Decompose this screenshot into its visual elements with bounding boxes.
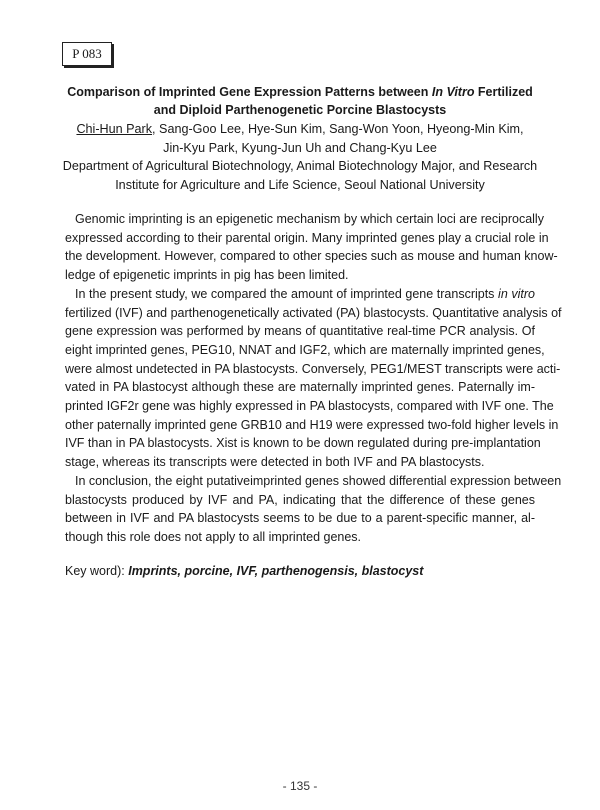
body-line: In conclusion, the eight putativeimprinted genes showed differential expression between xyxy=(75,473,562,488)
abstract-code: P 083 xyxy=(72,46,102,61)
author-list xyxy=(60,120,540,157)
body-line xyxy=(65,285,535,304)
body-line: gene expression was performed by means of quantitative real-time PCR analysis. Of xyxy=(65,324,535,339)
body-italic: in vitro xyxy=(498,286,535,301)
body-line: Genomic imprinting is an epigenetic mechanism by which certain loci are reciprocally xyxy=(75,212,544,226)
author-line-2: Jin-Kyu Park, Kyung-Jun Uh and Chang-Kyu Lee xyxy=(163,140,437,155)
author-line-1 xyxy=(60,120,540,139)
keywords-label: Key word): xyxy=(65,564,129,578)
body-text: In the present study, we compared the amount of imprinted gene transcripts xyxy=(75,286,499,301)
body-line: vated in PA blastocyst although these are maternally imprinted genes. Paternally im- xyxy=(65,380,535,395)
body-line: stage, whereas its transcripts were detected in both IVF and PA blastocysts. xyxy=(65,455,485,470)
body-line: the development. However, compared to other species such as mouse and human know- xyxy=(65,249,558,264)
body-line: blastocysts produced by IVF and PA, indicating that the difference of these genes xyxy=(65,492,535,507)
abstract-body xyxy=(65,210,562,547)
page-number: - 135 - xyxy=(282,779,318,793)
presenting-author: Chi-Hun Park xyxy=(76,122,153,136)
body-line: eight imprinted genes, PEG10, NNAT and IGF2, which are maternally imprinted genes, xyxy=(65,342,545,357)
paper-title xyxy=(60,83,540,119)
body-line: printed IGF2r gene was highly expressed in PA blastocysts, compared with IVF one. The xyxy=(65,399,554,414)
abstract-code-box xyxy=(62,42,112,66)
keywords-value: Imprints, porcine, IVF, parthenogensis, blastocyst xyxy=(128,564,424,578)
body-line: expressed according to their parental origin. Many imprinted genes play a crucial role in xyxy=(65,230,549,245)
affiliation-line-2: Institute for Agriculture and Life Science, Seoul National University xyxy=(115,177,485,192)
title-line-1 xyxy=(60,83,540,101)
body-line: between in IVF and PA blastocysts seems to be due to a parent-specific manner, al- xyxy=(65,511,535,526)
title-text: Fertilized xyxy=(474,85,533,99)
body-line: IVF than in PA blastocysts. Xist is known to be down regulated during pre-implantation xyxy=(65,436,541,451)
affiliation-line-1: Department of Agricultural Biotechnology, Animal Biotechnology Major, and Research xyxy=(62,159,538,173)
body-line: ledge of epigenetic imprints in pig has been limited. xyxy=(65,268,349,283)
body-line: though this role does not apply to all imprinted genes. xyxy=(65,529,362,544)
author-names: , Sang-Goo Lee, Hye-Sun Kim, Sang-Won Yoon, Hyeong-Min Kim, xyxy=(152,122,524,136)
body-line: were almost undetected in PA blastocysts. Conversely, PEG1/MEST transcripts were acti- xyxy=(65,361,561,376)
title-text: Comparison of Imprinted Gene Expression Patterns between xyxy=(67,85,432,99)
title-line-2: and Diploid Parthenogenetic Porcine Blastocysts xyxy=(153,103,447,117)
affiliation xyxy=(60,157,540,194)
title-italic: In Vitro xyxy=(431,85,475,99)
body-line: fertilized (IVF) and parthenogenetically activated (PA) blastocysts. Quantitative analysis of xyxy=(65,305,562,320)
body-line: other paternally imprinted gene GRB10 and H19 were expressed two-fold higher levels in xyxy=(65,417,559,432)
keywords xyxy=(65,562,423,580)
